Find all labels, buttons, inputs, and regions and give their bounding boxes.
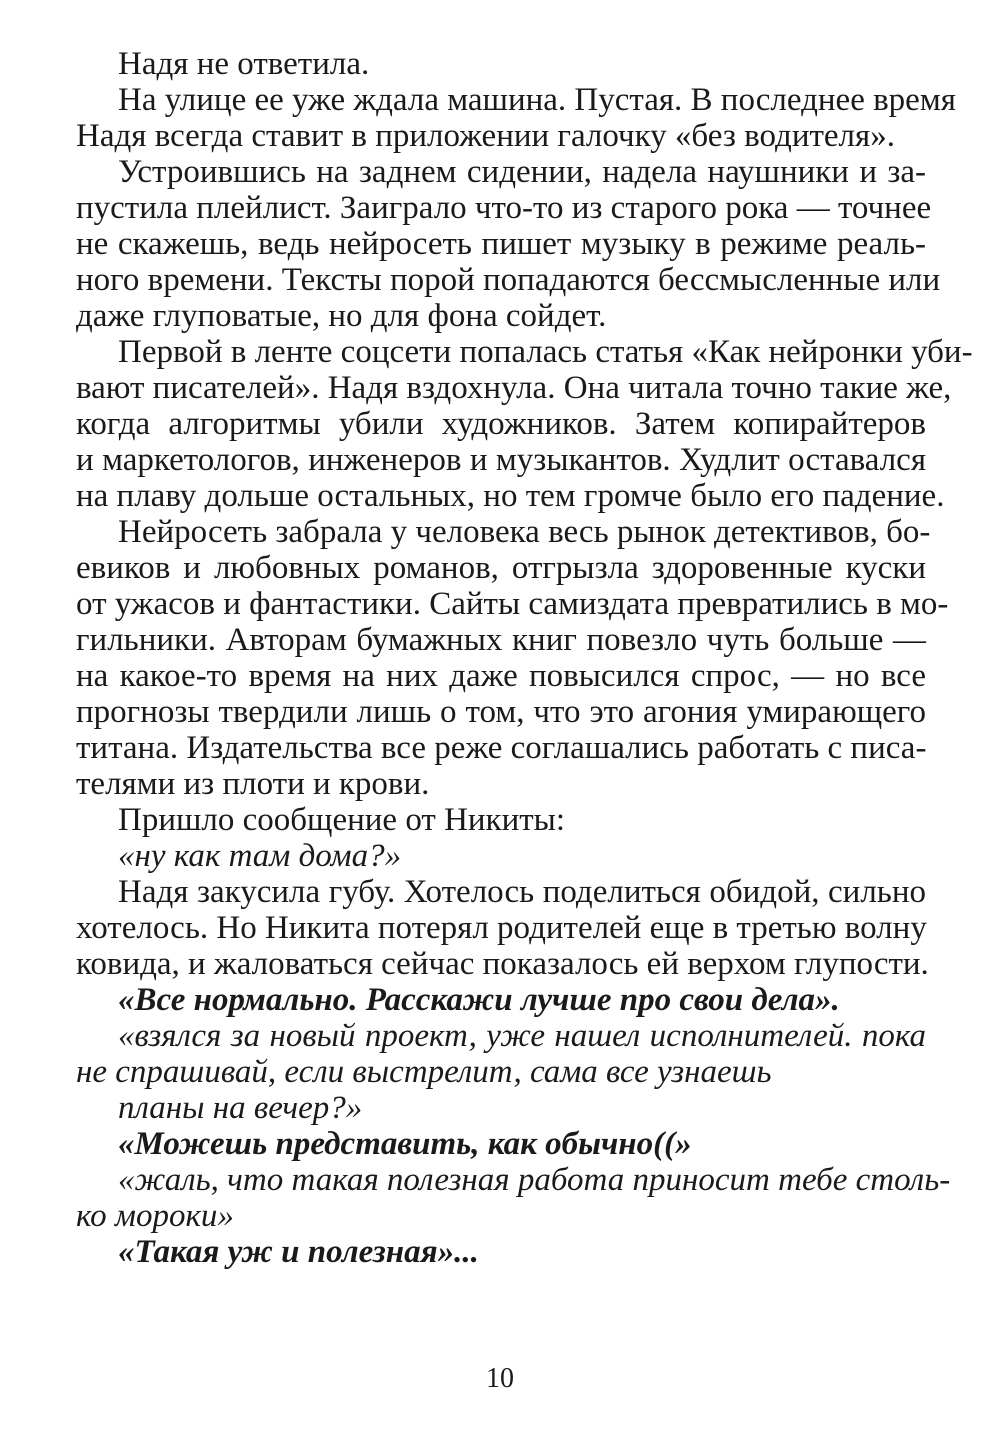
text-line: ного времени. Тексты порой попадаются бессмысленные или bbox=[76, 262, 941, 298]
text-line: от ужасов и фантастики. Сайты самиздата превратились в мо- bbox=[76, 586, 949, 622]
text-line: «ну как там дома?» bbox=[118, 838, 402, 874]
text-line: На улице ее уже ждала машина. Пустая. В последнее время bbox=[118, 82, 956, 118]
paragraph bbox=[76, 154, 941, 334]
paragraph bbox=[76, 334, 973, 514]
text-line: Надя закусила губу. Хотелось поделиться обидой, сильно bbox=[118, 874, 926, 910]
text-line: и маркетологов, инженеров и музыкантов. Худлит оставался bbox=[76, 442, 926, 478]
paragraph bbox=[76, 514, 949, 802]
text-line: гильники. Авторам бумажных книг повезло чуть больше — bbox=[76, 622, 926, 658]
text-line: на какое-то время на них даже повысился спрос, — но все bbox=[76, 658, 926, 694]
paragraph bbox=[76, 802, 926, 838]
text-line: планы на вечер?» bbox=[118, 1090, 363, 1126]
text-line: Надя не ответила. bbox=[118, 46, 370, 82]
text-line: титана. Издательства все реже соглашались работать с писа- bbox=[76, 730, 927, 766]
paragraph bbox=[76, 874, 929, 982]
text-line: «жаль, что такая полезная работа приносит тебе столь- bbox=[118, 1162, 951, 1198]
text-line: Надя всегда ставит в приложении галочку «без водителя». bbox=[76, 118, 895, 154]
text-line: Устроившись на заднем сидении, надела наушники и за- bbox=[118, 154, 926, 190]
message-outgoing bbox=[76, 982, 926, 1018]
text-line: «Такая уж и полезная»... bbox=[118, 1234, 479, 1270]
page-number: 10 bbox=[486, 1363, 514, 1394]
paragraph bbox=[76, 82, 956, 154]
text-line: даже глуповатые, но для фона сойдет. bbox=[76, 298, 607, 334]
message-incoming bbox=[76, 838, 926, 874]
text-line: не спрашивай, если выстрелит, сама все узнаешь bbox=[76, 1054, 772, 1090]
text-line: прогнозы твердили лишь о том, что это агония умирающего bbox=[76, 694, 926, 730]
text-line: хотелось. Но Никита потерял родителей еще в третью волну bbox=[76, 910, 927, 946]
message-outgoing bbox=[76, 1126, 926, 1162]
text-line: «взялся за новый проект, уже нашел исполнителей. пока bbox=[118, 1018, 926, 1054]
text-line: пустила плейлист. Заиграло что-то из старого рока — точнее bbox=[76, 190, 932, 226]
text-line: вают писателей». Надя вздохнула. Она читала точно такие же, bbox=[76, 370, 952, 406]
text-line: ковида, и жаловаться сейчас показалось ей верхом глупости. bbox=[76, 946, 929, 982]
text-line: евиков и любовных романов, отгрызла здоровенные куски bbox=[76, 550, 926, 586]
text-line: телями из плоти и крови. bbox=[76, 766, 430, 802]
text-line: «Можешь представить, как обычно((» bbox=[118, 1126, 692, 1162]
message-incoming bbox=[76, 1162, 951, 1234]
text-line: Нейросеть забрала у человека весь рынок детективов, бо- bbox=[118, 514, 931, 550]
text-line: когда алгоритмы убили художников. Затем копирайтеров bbox=[76, 406, 926, 442]
text-line: на плаву дольше остальных, но тем громче было его падение. bbox=[76, 478, 945, 514]
text-line: «Все нормально. Расскажи лучше про свои дела». bbox=[118, 982, 840, 1018]
book-page-text bbox=[76, 46, 973, 1270]
text-line: ко мороки» bbox=[76, 1198, 234, 1234]
text-line: Первой в ленте соцсети попалась статья «Как нейронки уби- bbox=[118, 334, 973, 370]
message-outgoing bbox=[76, 1234, 926, 1270]
text-line: не скажешь, ведь нейросеть пишет музыку в режиме реаль- bbox=[76, 226, 926, 262]
message-incoming bbox=[76, 1090, 926, 1126]
message-incoming bbox=[76, 1018, 926, 1090]
text-line: Пришло сообщение от Никиты: bbox=[118, 802, 566, 838]
paragraph bbox=[76, 46, 926, 82]
